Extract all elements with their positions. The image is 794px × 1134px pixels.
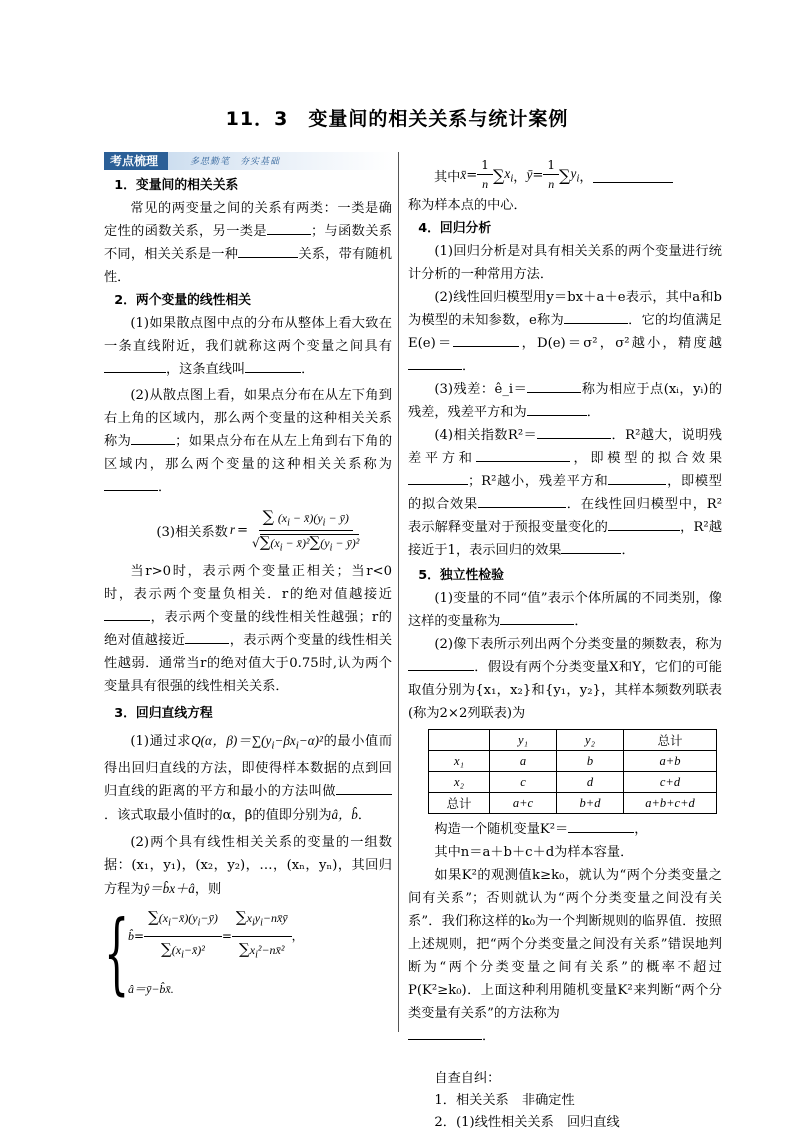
section-3-para-2: (2)两个具有线性相关关系的变量的一组数据：(x₁，y₁)，(x₂，y₂)，…，(xₙ，yₙ)，其回归方程为ŷ＝b̂x＋â，则 bbox=[104, 835, 392, 898]
section-4-para-2: (2)线性回归模型用y＝bx＋a＋e表示，其中a和b为模型的未知参数，e称为 ．它的均值满足E(e)＝ ，D(e)＝σ²，σ²越小，精度越． bbox=[408, 290, 722, 374]
table-header-row: y₁ y₂ 总计 bbox=[429, 730, 717, 751]
section-2-para-2: (2)从散点图上看，如果点分布在从左下角到右上角的区域内，那么两个变量的这种相关关系称为 ；如果点分布在从左上角到右下角的区域内，那么两个变量的这种相关关系称为． bbox=[104, 388, 393, 495]
section-5-para-1: (1)变量的不同“值”表示个体所属的不同类别，像这样的变量称为 ． bbox=[408, 591, 722, 629]
column-divider bbox=[398, 152, 399, 1032]
section-4-heading: 4．回归分析 bbox=[418, 221, 492, 236]
section-3-heading: 3．回归直线方程 bbox=[114, 705, 213, 721]
sample-center-text: 称为样本点的中心． bbox=[408, 198, 527, 213]
self-check-answers bbox=[408, 1068, 722, 1134]
self-check-answer-2: 2．(1)线性相关关系 回归直线 bbox=[434, 1115, 620, 1130]
table-row: x₁ a b a+b bbox=[429, 751, 717, 772]
section-5-para-3: 构造一个随机变量K²＝ ， bbox=[408, 818, 722, 841]
section-5-para-4: 其中n＝a＋b＋c＋d为样本容量． bbox=[434, 845, 634, 860]
section-1-heading: 1．变量间的相关关系 bbox=[114, 178, 239, 193]
banner-tag: 考点梳理 bbox=[104, 152, 168, 170]
table-row: x₂ c d c+d bbox=[429, 772, 717, 793]
page-title: 11．3 变量间的相关关系与统计案例 bbox=[225, 108, 569, 130]
section-5-para-2: (2)像下表所示列出两个分类变量的频数表，称为．假设有两个分类变量X和Y，它们的可能取值分别为{x₁，x₂}和{y₁，y₂}，其样本频数列联表(称为2×2列联表)为 bbox=[408, 637, 722, 721]
section-2-heading: 2．两个变量的线性相关 bbox=[114, 293, 252, 308]
contingency-table bbox=[428, 729, 717, 814]
section-3-para-1: (1)通过求Q(α，$\beta)=\sum(y_i-\beta x_i-\alpha)^2$的最小值而得出回归直线的方法，即使得样本数据的点到回归直线的距离的平方和最小的方法叫做．该式取最小值时的α，β的值即分别为â，b̂． bbox=[104, 732, 393, 824]
regression-formulas: { b̂ = $\frac{\sum(x_i-x̄)(y_i-ȳ)}{\sum(x_i-x̄)^2}$ = $\frac{\sum x_iy_i-nx̄ȳ}{\sum x_i^2-nx̄^2}$ ， â＝ȳ−b̂x̄. bbox=[104, 901, 304, 1005]
sample-mean-formula: 其中 x̄ = $\frac{1}{n}$ ∑ $x_i$ ， ȳ = $\frac{1}{n}$ ∑ $y_i$ ， bbox=[408, 158, 722, 192]
section-banner bbox=[104, 152, 392, 170]
section-5-para-5: 如果K²的观测值k≥k₀，就认为“两个分类变量之间有关系”；否则就认为“两个分类变量之间没有关系”．我们称这样的k₀为一个判断规则的临界值．按照上述规则，把“两个分类变量之间没有关系”错误地判断为“两个分类变量之间有关系”的概率不超过P(K²≥k₀)．上面这种利用随机变量K²来判断“两个分类变量有关系”的方法称为 ． bbox=[408, 868, 722, 1044]
right-column bbox=[408, 152, 722, 1134]
self-check-title: 自查自纠： bbox=[434, 1071, 501, 1086]
section-4-para-4: (4)相关指数R²＝ ．R²越大，说明残差平方和 ，即模型的拟合效果；R²越小，残差平方和 ，即模型的拟合效果 ．在线性回归模型中，R²表示解释变量对于预报变量变化的 ，R²越接近于1，表示回归的效果 ． bbox=[408, 424, 722, 562]
table-row: 总计 a+c b+d a+b+c+d bbox=[429, 793, 717, 814]
self-check-answer-1: 1．相关关系 非确定性 bbox=[434, 1093, 575, 1108]
section-2-para-1: (1)如果散点图中点的分布从整体上看大致在一条直线附近，我们就称这两个变量之间具有，这条直线叫 ． bbox=[104, 316, 392, 377]
banner-motto: 多思勤笔 夯实基础 bbox=[190, 157, 281, 167]
section-4-para-3: (3)残差：ê_i＝ 称为相应于点(xᵢ，yᵢ)的残差，残差平方和为 ． bbox=[408, 378, 722, 424]
section-2-para-4: 当r>0时，表示两个变量正相关；当r<0时，表示两个变量负相关．r的绝对值越接近，表示两个变量的线性相关性越强；r的绝对值越接近 ，表示两个变量的线性相关性越弱．通常当r的绝对值大于0.75时,认为两个变量具有很强的线性相关关系． bbox=[104, 563, 393, 694]
section-4-para-1: (1)回归分析是对具有相关关系的两个变量进行统计分析的一种常用方法． bbox=[408, 244, 722, 282]
section-5-heading: 5．独立性检验 bbox=[418, 568, 504, 583]
left-column bbox=[104, 152, 393, 1005]
correlation-formula: (3)相关系数 r = $\frac{\sum (x_i - x̄)(y_i - ȳ)}{√\sum(x_i - x̄)^2\sum(y_i - ȳ)^2}$ bbox=[156, 507, 360, 554]
section-1-text: 常见的两变量之间的关系有两类：一类是确定性的函数关系，另一类是 ；与函数关系不同，相关关系是一种 关系，带有随机性． bbox=[104, 201, 393, 285]
